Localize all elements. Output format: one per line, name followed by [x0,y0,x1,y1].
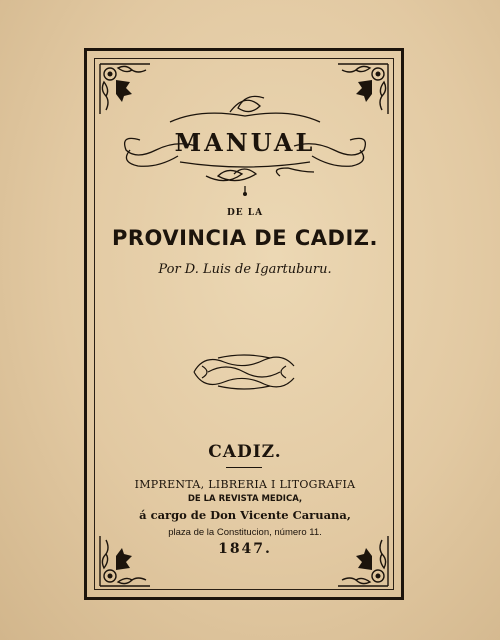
divider-rule [226,467,262,468]
book-title: MANUAL [174,128,316,157]
title-connector: DE LA [226,208,264,218]
imprint-printer: á cargo de Don Vicente Caruana, [139,508,351,522]
title-block [110,90,380,200]
province-title: PROVINCIA DE CADIZ. [112,226,378,250]
imprint-revista: DE LA REVISTA MEDICA, [187,494,303,504]
imprint-address: plaza de la Constitucion, número 11. [168,527,322,538]
imprint-year: 1847. [218,541,272,557]
imprint-city: CADIZ. [208,442,282,462]
author-line: Por D. Luis de Igartuburu. [158,262,332,277]
divider-flourish-icon [188,350,300,394]
imprint-press: IMPRENTA, LIBRERIA I LITOGRAFIA [134,478,356,491]
